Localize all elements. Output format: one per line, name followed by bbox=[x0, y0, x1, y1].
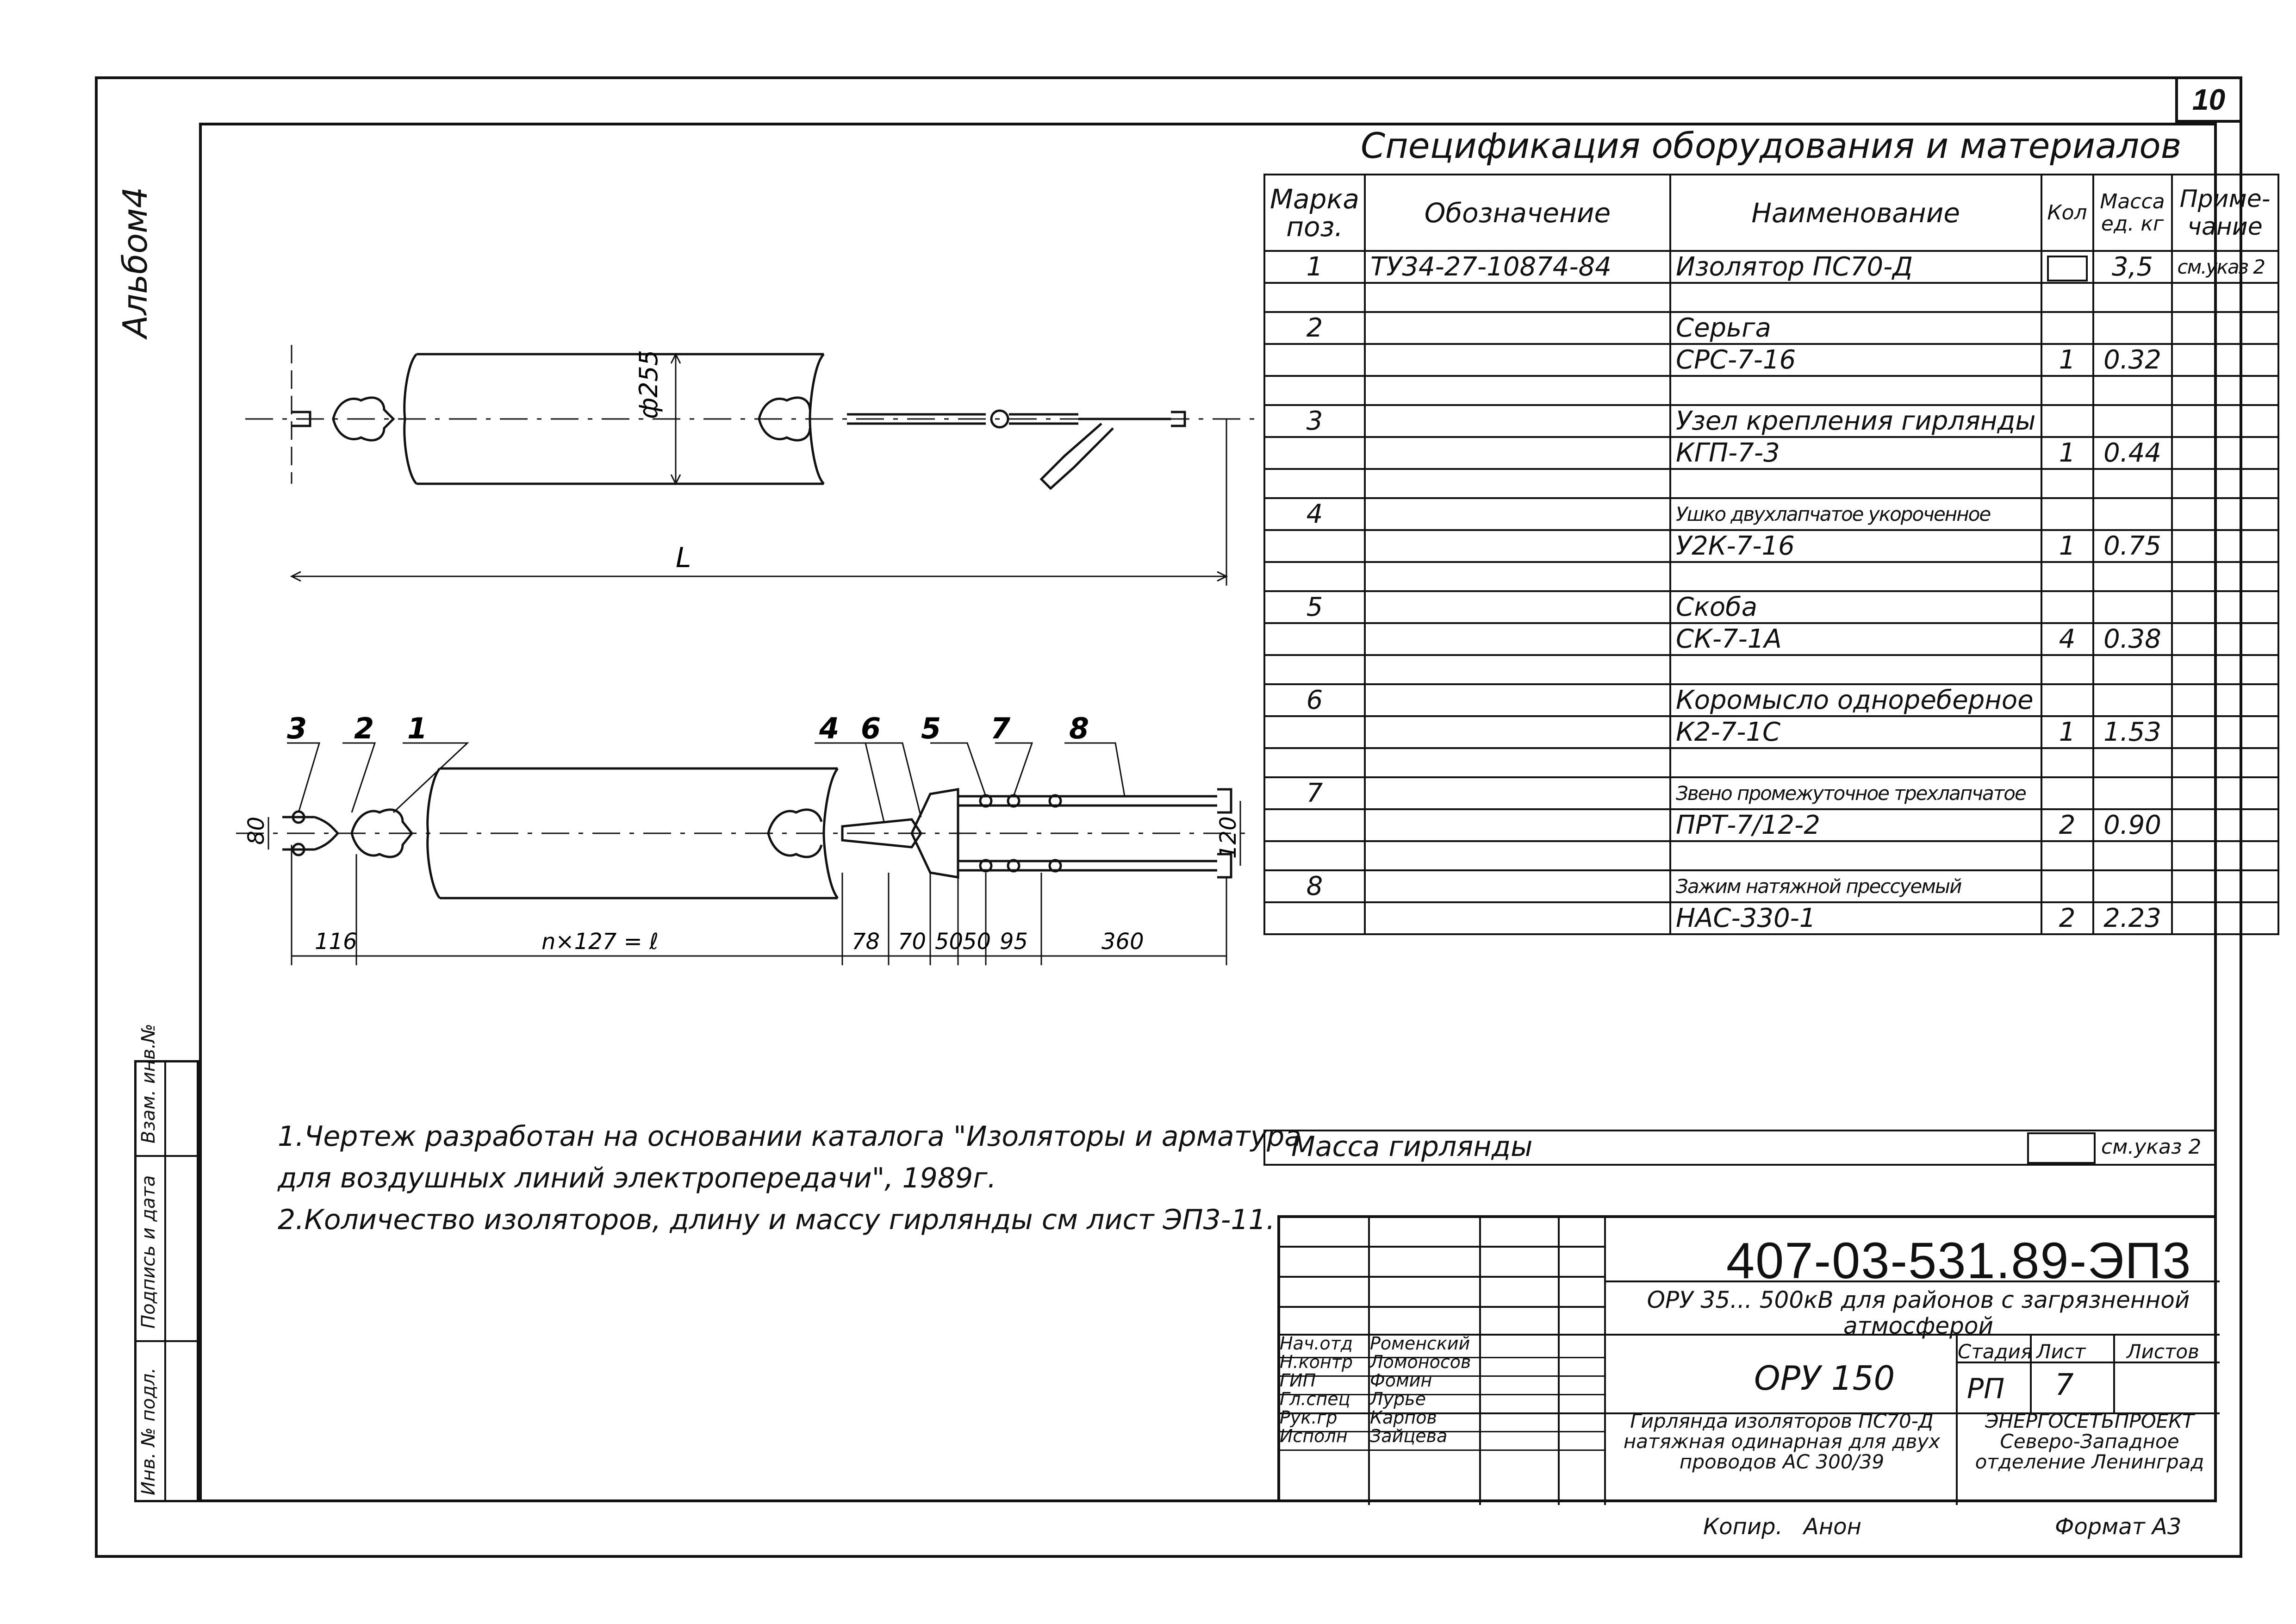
spec-cell-name: Коромысло однореберное bbox=[1670, 684, 2041, 716]
stamp-inv-orig: Инв. № подл. bbox=[138, 1368, 159, 1495]
drawing-name: ОРУ 150 bbox=[1754, 1359, 1895, 1398]
dim-360: 360 bbox=[1101, 929, 1144, 955]
mass-value-box bbox=[2027, 1132, 2096, 1164]
spec-cell-note bbox=[2172, 562, 2278, 591]
stage-label: Стадия bbox=[1958, 1340, 2033, 1363]
spec-cell-designation bbox=[1365, 748, 1670, 777]
col-name: Наименование bbox=[1670, 175, 2041, 251]
spec-cell-qty bbox=[2041, 312, 2093, 344]
spec-cell-qty: 1 bbox=[2041, 530, 2093, 562]
spec-cell-name: Звено промежуточное трехлапчатое bbox=[1670, 777, 2041, 809]
dim-116: 116 bbox=[315, 929, 357, 955]
top-view bbox=[245, 345, 1254, 586]
length-dim-label: L bbox=[676, 542, 691, 574]
copier-name: Анон bbox=[1804, 1514, 1861, 1540]
spec-row bbox=[1264, 716, 2278, 748]
spec-cell-mark: 2 bbox=[1264, 312, 1365, 344]
spec-cell-name bbox=[1670, 748, 2041, 777]
spec-cell-name: У2К-7-16 bbox=[1670, 530, 2041, 562]
spec-cell-note bbox=[2172, 376, 2278, 405]
spec-cell-designation bbox=[1365, 405, 1670, 437]
spec-cell-name bbox=[1670, 376, 2041, 405]
spec-cell-note bbox=[2172, 623, 2278, 655]
mass-label: Масса гирлянды bbox=[1291, 1131, 1533, 1163]
spec-cell-designation bbox=[1365, 655, 1670, 684]
callout-6: 6 bbox=[861, 712, 881, 745]
signature-name: Лурье bbox=[1370, 1389, 1426, 1409]
spec-cell-mass bbox=[2093, 684, 2172, 716]
spec-cell-name bbox=[1670, 841, 2041, 870]
note-1-cont: для воздушных линий электропередачи", 1989г. bbox=[278, 1162, 996, 1194]
signature-name: Зайцева bbox=[1370, 1426, 1448, 1446]
spec-cell-mass bbox=[2093, 376, 2172, 405]
spec-cell-mark bbox=[1264, 841, 1365, 870]
dim-80: 80 bbox=[243, 816, 269, 845]
spec-cell-designation bbox=[1365, 777, 1670, 809]
spec-cell-designation bbox=[1365, 344, 1670, 376]
spec-row bbox=[1264, 655, 2278, 684]
callout-5: 5 bbox=[921, 712, 941, 745]
spec-cell-mass bbox=[2093, 591, 2172, 623]
spec-cell-mass: 2.23 bbox=[2093, 902, 2172, 934]
spec-cell-mass bbox=[2093, 312, 2172, 344]
spec-cell-note bbox=[2172, 530, 2278, 562]
insulator-string-drawing bbox=[199, 123, 1263, 1025]
spec-row bbox=[1264, 809, 2278, 841]
spec-cell-qty bbox=[2041, 469, 2093, 498]
qty-box bbox=[2047, 256, 2088, 281]
spec-cell-qty: 2 bbox=[2041, 902, 2093, 934]
spec-cell-note bbox=[2172, 684, 2278, 716]
spec-cell-mark bbox=[1264, 562, 1365, 591]
spec-cell-note bbox=[2172, 870, 2278, 902]
spec-cell-mark bbox=[1264, 437, 1365, 469]
spec-cell-name: Изолятор ПС70-Д bbox=[1670, 251, 2041, 283]
spec-cell-mark: 7 bbox=[1264, 777, 1365, 809]
spec-cell-name: СК-7-1А bbox=[1670, 623, 2041, 655]
spec-cell-mass: 0.32 bbox=[2093, 344, 2172, 376]
spec-cell-designation bbox=[1365, 498, 1670, 530]
spec-cell-mass bbox=[2093, 841, 2172, 870]
sheet-subtitle: Гирлянда изоляторов ПС70-Д натяжная одинарная для двух проводов АС 300/39 bbox=[1623, 1410, 1941, 1473]
spec-cell-mark bbox=[1264, 283, 1365, 312]
signature-name: Фомин bbox=[1370, 1370, 1432, 1391]
col-mark: Марка поз. bbox=[1264, 175, 1365, 251]
spec-row bbox=[1264, 283, 2278, 312]
spec-cell-designation bbox=[1365, 283, 1670, 312]
dim-70: 70 bbox=[898, 929, 927, 955]
spec-cell-mass bbox=[2093, 562, 2172, 591]
spec-row bbox=[1264, 251, 2278, 283]
spec-cell-qty bbox=[2041, 562, 2093, 591]
spec-cell-name: Скоба bbox=[1670, 591, 2041, 623]
spec-cell-qty bbox=[2041, 283, 2093, 312]
spec-cell-name: СРС-7-16 bbox=[1670, 344, 2041, 376]
spec-cell-name: НАС-330-1 bbox=[1670, 902, 2041, 934]
spec-cell-mass bbox=[2093, 498, 2172, 530]
copy-label bbox=[1703, 1514, 1861, 1540]
spec-row bbox=[1264, 748, 2278, 777]
spec-row bbox=[1264, 344, 2278, 376]
spec-row bbox=[1264, 777, 2278, 809]
spec-cell-qty: 2 bbox=[2041, 809, 2093, 841]
spec-row bbox=[1264, 684, 2278, 716]
spec-row bbox=[1264, 376, 2278, 405]
callout-8: 8 bbox=[1069, 712, 1089, 745]
spec-row bbox=[1264, 623, 2278, 655]
signature-name: Карпов bbox=[1370, 1407, 1437, 1428]
spec-cell-name: Зажим натяжной прессуемый bbox=[1670, 870, 2041, 902]
sheets-label: Листов bbox=[2127, 1340, 2199, 1363]
spec-cell-designation bbox=[1365, 591, 1670, 623]
sheet-label: Лист bbox=[2036, 1340, 2086, 1363]
copy-text: Копир. bbox=[1703, 1514, 1783, 1540]
spec-cell-qty bbox=[2041, 684, 2093, 716]
note-2: 2.Количество изоляторов, длину и массу гирлянды см лист ЭП3-11. bbox=[278, 1204, 1275, 1236]
dim-n-127: n×127 = ℓ bbox=[541, 929, 659, 955]
spec-cell-qty: 4 bbox=[2041, 623, 2093, 655]
spec-cell-mark bbox=[1264, 376, 1365, 405]
spec-cell-note bbox=[2172, 437, 2278, 469]
spec-cell-note bbox=[2172, 902, 2278, 934]
spec-cell-note bbox=[2172, 748, 2278, 777]
spec-cell-designation bbox=[1365, 809, 1670, 841]
spec-cell-qty bbox=[2041, 655, 2093, 684]
callout-4: 4 bbox=[819, 712, 840, 745]
spec-cell-designation bbox=[1365, 312, 1670, 344]
spec-cell-note bbox=[2172, 344, 2278, 376]
spec-cell-qty bbox=[2041, 777, 2093, 809]
spec-row bbox=[1264, 469, 2278, 498]
spec-cell-mark bbox=[1264, 809, 1365, 841]
sheet-number: 10 bbox=[2175, 76, 2242, 123]
spec-cell-mass bbox=[2093, 870, 2172, 902]
spec-cell-qty bbox=[2041, 498, 2093, 530]
spec-body bbox=[1264, 251, 2278, 934]
callout-2: 2 bbox=[354, 712, 374, 745]
dim-78: 78 bbox=[852, 929, 880, 955]
col-mass: Масса ед. кг bbox=[2093, 175, 2172, 251]
spec-cell-mark: 1 bbox=[1264, 251, 1365, 283]
spec-row bbox=[1264, 498, 2278, 530]
spec-cell-mark bbox=[1264, 902, 1365, 934]
signature-role: Гл.спец bbox=[1280, 1389, 1350, 1409]
signature-role: Н.контр bbox=[1280, 1352, 1353, 1372]
spec-cell-qty: 1 bbox=[2041, 716, 2093, 748]
callout-7: 7 bbox=[990, 712, 1011, 745]
album-label: Альбом4 bbox=[116, 187, 155, 338]
spec-cell-name bbox=[1670, 283, 2041, 312]
spec-cell-note bbox=[2172, 809, 2278, 841]
signature-role: Исполн bbox=[1280, 1426, 1348, 1446]
spec-cell-name: КГП-7-3 bbox=[1670, 437, 2041, 469]
spec-cell-mass: 1.53 bbox=[2093, 716, 2172, 748]
spec-row bbox=[1264, 591, 2278, 623]
spec-header-row bbox=[1264, 175, 2278, 251]
spec-row bbox=[1264, 902, 2278, 934]
spec-cell-note bbox=[2172, 716, 2278, 748]
spec-cell-note bbox=[2172, 841, 2278, 870]
spec-cell-mark: 8 bbox=[1264, 870, 1365, 902]
spec-cell-note bbox=[2172, 312, 2278, 344]
spec-cell-mass bbox=[2093, 748, 2172, 777]
format-label: Формат А3 bbox=[2055, 1514, 2182, 1540]
spec-row bbox=[1264, 437, 2278, 469]
spec-cell-designation bbox=[1365, 562, 1670, 591]
spec-cell-mass bbox=[2093, 405, 2172, 437]
spec-cell-designation bbox=[1365, 870, 1670, 902]
spec-cell-note bbox=[2172, 405, 2278, 437]
spec-cell-mass: 0.90 bbox=[2093, 809, 2172, 841]
spec-cell-designation bbox=[1365, 716, 1670, 748]
dim-95: 95 bbox=[1000, 929, 1028, 955]
diameter-dim-label: ф255 bbox=[634, 350, 663, 419]
spec-cell-mark bbox=[1264, 530, 1365, 562]
spec-cell-mark bbox=[1264, 655, 1365, 684]
spec-cell-mark: 3 bbox=[1264, 405, 1365, 437]
spec-cell-note bbox=[2172, 498, 2278, 530]
spec-cell-qty bbox=[2041, 841, 2093, 870]
spec-cell-name: Серьга bbox=[1670, 312, 2041, 344]
spec-cell-designation bbox=[1365, 623, 1670, 655]
spec-cell-note bbox=[2172, 591, 2278, 623]
spec-cell-designation: ТУ34-27-10874-84 bbox=[1365, 251, 1670, 283]
spec-cell-qty bbox=[2041, 870, 2093, 902]
spec-cell-designation bbox=[1365, 530, 1670, 562]
spec-row bbox=[1264, 405, 2278, 437]
sheet-value: 7 bbox=[2055, 1368, 2074, 1402]
spec-cell-name bbox=[1670, 562, 2041, 591]
spec-row bbox=[1264, 562, 2278, 591]
signature-name: Ломоносов bbox=[1370, 1352, 1471, 1372]
spec-cell-name bbox=[1670, 469, 2041, 498]
callout-3: 3 bbox=[287, 712, 307, 745]
dim-50b: 50 bbox=[963, 929, 991, 955]
spec-cell-note bbox=[2172, 777, 2278, 809]
spec-cell-mark bbox=[1264, 716, 1365, 748]
spec-cell-mass bbox=[2093, 655, 2172, 684]
stamp-sign-date: Подпись и дата bbox=[138, 1175, 159, 1329]
spec-cell-mass bbox=[2093, 777, 2172, 809]
spec-cell-designation bbox=[1365, 437, 1670, 469]
spec-row bbox=[1264, 870, 2278, 902]
spec-cell-name: Ушко двухлапчатое укороченное bbox=[1670, 498, 2041, 530]
spec-cell-name bbox=[1670, 655, 2041, 684]
spec-cell-note: см.указ 2 bbox=[2172, 251, 2278, 283]
spec-cell-mark bbox=[1264, 748, 1365, 777]
spec-cell-mass: 0.75 bbox=[2093, 530, 2172, 562]
spec-cell-mass bbox=[2093, 469, 2172, 498]
signature-role: ГИП bbox=[1280, 1370, 1316, 1391]
dim-120: 120 bbox=[1215, 816, 1241, 859]
signature-name: Роменский bbox=[1370, 1333, 1470, 1354]
spec-row bbox=[1264, 312, 2278, 344]
spec-cell-note bbox=[2172, 655, 2278, 684]
dim-50a: 50 bbox=[935, 929, 964, 955]
signature-role: Рук.гр bbox=[1280, 1407, 1338, 1428]
spec-cell-qty bbox=[2041, 748, 2093, 777]
document-code: 407-03-531.89-ЭП3 bbox=[1726, 1232, 2192, 1289]
spec-cell-mass: 0.38 bbox=[2093, 623, 2172, 655]
spec-cell-designation bbox=[1365, 841, 1670, 870]
spec-cell-mark: 4 bbox=[1264, 498, 1365, 530]
spec-table bbox=[1263, 174, 2279, 935]
spec-cell-qty: 1 bbox=[2041, 437, 2093, 469]
spec-cell-qty: 1 bbox=[2041, 344, 2093, 376]
spec-cell-mark bbox=[1264, 469, 1365, 498]
organization-name: ЭНЕРГОСЕТЬПРОЕКТ Северо-Западное отделение Ленинград bbox=[1975, 1410, 2204, 1473]
spec-row bbox=[1264, 530, 2278, 562]
spec-cell-mark bbox=[1264, 623, 1365, 655]
spec-cell-mark: 6 bbox=[1264, 684, 1365, 716]
stamp-vzam: Взам. инв.№ bbox=[138, 1024, 159, 1143]
spec-cell-note bbox=[2172, 469, 2278, 498]
spec-cell-qty bbox=[2041, 251, 2093, 283]
spec-cell-designation bbox=[1365, 684, 1670, 716]
stage-value: РП bbox=[1967, 1373, 2005, 1405]
signature-role: Нач.отд bbox=[1280, 1333, 1353, 1354]
spec-cell-designation bbox=[1365, 469, 1670, 498]
spec-cell-qty bbox=[2041, 405, 2093, 437]
spec-cell-qty bbox=[2041, 376, 2093, 405]
spec-cell-note bbox=[2172, 283, 2278, 312]
spec-row bbox=[1264, 841, 2278, 870]
spec-title: Спецификация оборудования и материалов bbox=[1361, 125, 2182, 166]
spec-cell-name: Узел крепления гирлянды bbox=[1670, 405, 2041, 437]
spec-cell-designation bbox=[1365, 902, 1670, 934]
spec-cell-mass bbox=[2093, 283, 2172, 312]
spec-cell-mass: 3,5 bbox=[2093, 251, 2172, 283]
spec-cell-mark bbox=[1264, 344, 1365, 376]
spec-cell-mass: 0.44 bbox=[2093, 437, 2172, 469]
project-title: ОРУ 35... 500кВ для районов с загрязненной атмосферой bbox=[1647, 1287, 2190, 1339]
spec-cell-designation bbox=[1365, 376, 1670, 405]
col-note: Приме-чание bbox=[2172, 175, 2278, 251]
spec-cell-qty bbox=[2041, 591, 2093, 623]
spec-cell-name: ПРТ-7/12-2 bbox=[1670, 809, 2041, 841]
note-1: 1.Чертеж разработан на основании каталога "Изоляторы и арматура bbox=[278, 1120, 1301, 1153]
spec-cell-mark: 5 bbox=[1264, 591, 1365, 623]
col-designation: Обозначение bbox=[1365, 175, 1670, 251]
col-qty: Кол bbox=[2041, 175, 2093, 251]
spec-cell-name: К2-7-1С bbox=[1670, 716, 2041, 748]
mass-note: см.указ 2 bbox=[2101, 1135, 2202, 1159]
callout-1: 1 bbox=[407, 712, 428, 745]
